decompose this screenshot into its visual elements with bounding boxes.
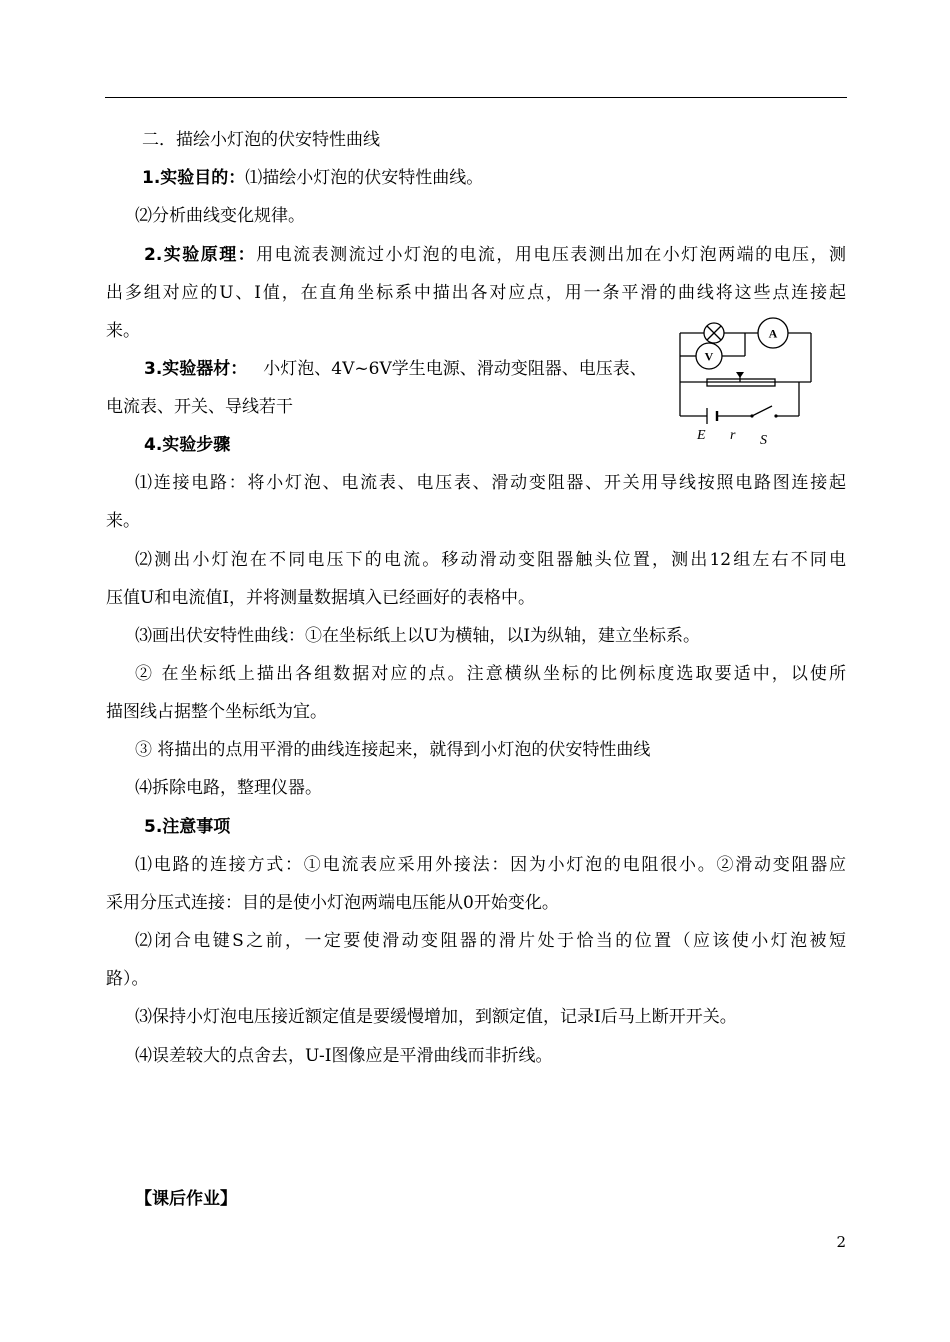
step-2-line-2: 压值U和电流值I，并将测量数据填入已经画好的表格中。 xyxy=(106,588,536,608)
internal-resistance-label: r xyxy=(730,428,736,443)
circuit-diagram xyxy=(672,315,817,450)
note-2-line-1: ⑵闭合电键S之前，一定要使滑动变阻器的滑片处于恰当的位置（应该使小灯泡被短 xyxy=(135,931,846,951)
step-3b-line-1: ② 在坐标纸上描出各组数据对应的点。注意横纵坐标的比例标度选取要适中，以使所 xyxy=(135,664,846,684)
step-4: ⑷拆除电路，整理仪器。 xyxy=(135,778,322,798)
principle-line-1 xyxy=(144,243,846,267)
switch-contact-left xyxy=(750,414,753,417)
voltmeter-label: V xyxy=(704,349,714,364)
purpose-line-1 xyxy=(142,166,483,190)
slider-arrow-icon xyxy=(736,372,744,378)
emf-label: E xyxy=(697,428,706,443)
note-4: ⑷误差较大的点舍去，U-I图像应是平滑曲线而非折线。 xyxy=(135,1046,553,1066)
switch-contact-right xyxy=(774,414,777,417)
equipment-line-1 xyxy=(144,357,647,381)
principle-text-3: 来。 xyxy=(106,321,140,341)
step-3b-line-2: 描图线占据整个坐标纸为宜。 xyxy=(106,702,327,722)
switch-blade xyxy=(752,406,772,416)
notes-heading: 5.注意事项 xyxy=(144,817,231,837)
ammeter-label: A xyxy=(768,326,778,341)
step-3: ⑶画出伏安特性曲线：①在坐标纸上以U为横轴，以I为纵轴，建立坐标系。 xyxy=(135,626,701,646)
step-3c: ③ 将描出的点用平滑的曲线连接起来，就得到小灯泡的伏安特性曲线 xyxy=(135,740,651,760)
equipment-text-1: 小灯泡、4V~6V学生电源、滑动变阻器、电压表、 xyxy=(263,359,647,379)
note-1-line-1: ⑴电路的连接方式：①电流表应采用外接法：因为小灯泡的电阻很小。②滑动变阻器应 xyxy=(135,855,846,875)
step-1-line-2: 来。 xyxy=(106,511,140,531)
purpose-text-2: ⑵分析曲线变化规律。 xyxy=(135,206,305,226)
note-2-line-2: 路）。 xyxy=(106,969,149,989)
homework-heading: 【课后作业】 xyxy=(135,1189,237,1209)
purpose-label: 1.实验目的： xyxy=(142,168,246,188)
switch-label: S xyxy=(760,433,767,448)
steps-heading: 4.实验步骤 xyxy=(144,435,231,455)
page-number: 2 xyxy=(836,1233,846,1251)
step-1-line-1: ⑴连接电路：将小灯泡、电流表、电压表、滑动变阻器、开关用导线按照电路图连接起 xyxy=(135,473,846,493)
step-2-line-1: ⑵测出小灯泡在不同电压下的电流。移动滑动变阻器触头位置，测出12组左右不同电 xyxy=(135,550,846,570)
section-title: 二．描绘小灯泡的伏安特性曲线 xyxy=(142,130,380,150)
note-1-line-2: 采用分压式连接：目的是使小灯泡两端电压能从0开始变化。 xyxy=(106,893,559,913)
purpose-text-1: ⑴描绘小灯泡的伏安特性曲线。 xyxy=(245,168,484,188)
equipment-text-2: 电流表、开关、导线若干 xyxy=(106,397,293,417)
principle-label: 2.实验原理： xyxy=(144,245,257,265)
principle-text-2: 出多组对应的U、I值，在直角坐标系中描出各对应点，用一条平滑的曲线将这些点连接起 xyxy=(106,283,846,303)
equipment-label: 3.实验器材： xyxy=(144,359,248,379)
header-rule xyxy=(105,97,847,98)
note-3: ⑶保持小灯泡电压接近额定值是要缓慢增加，到额定值，记录I后马上断开开关。 xyxy=(135,1007,737,1027)
principle-text-1: 用电流表测流过小灯泡的电流，用电压表测出加在小灯泡两端的电压，测 xyxy=(256,245,847,265)
